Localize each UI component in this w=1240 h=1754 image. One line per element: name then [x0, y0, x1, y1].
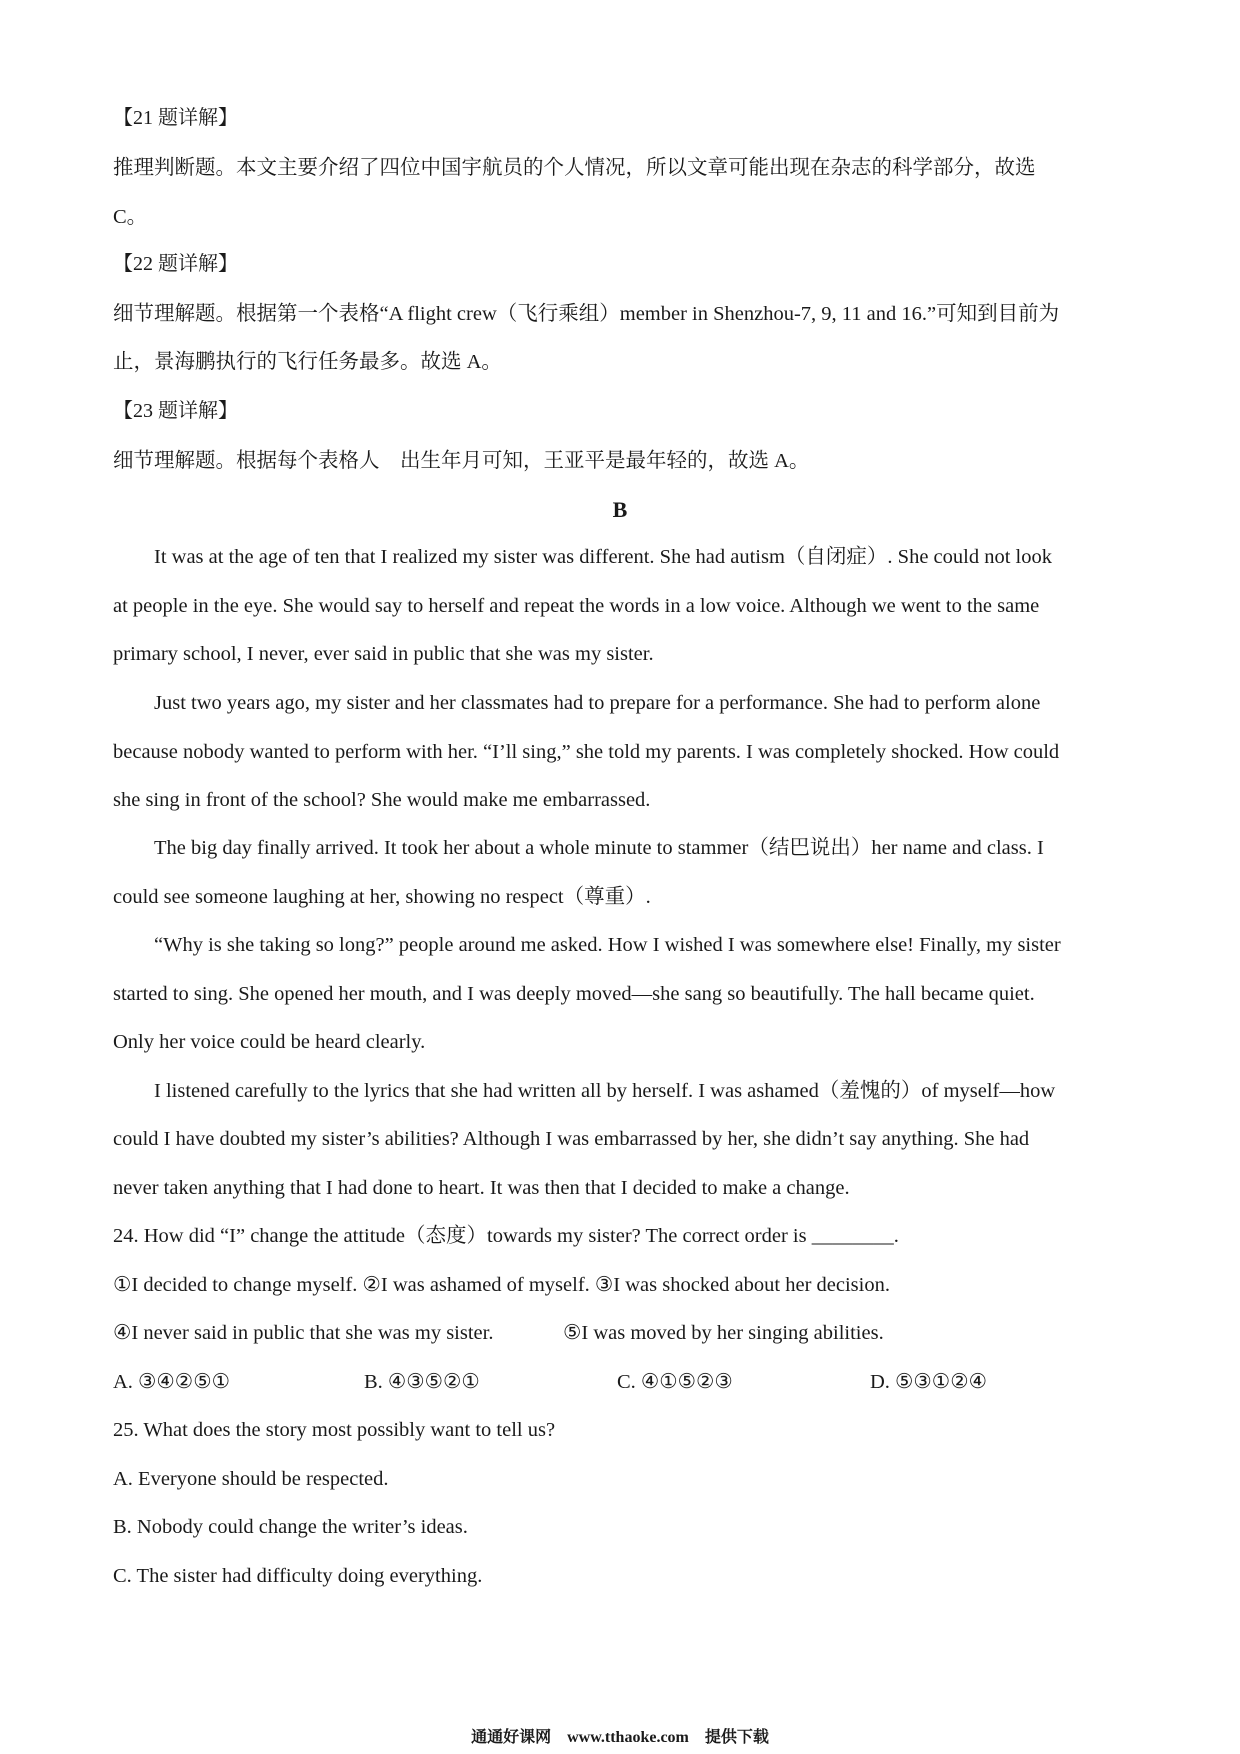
passage-label: B [612, 497, 628, 522]
q25-option-b[interactable]: B. Nobody could change the writer’s ideas. [113, 1516, 468, 1538]
passage-line: at people in the eye. She would say to herself and repeat the words in a low voice. Although we went to the same [113, 595, 1040, 617]
q24-items-line2b: ⑤I was moved by her singing abilities. [563, 1322, 884, 1344]
passage-line: It was at the age of ten that I realized my sister was different. She had autism（自闭症）. She could not look [154, 546, 1052, 568]
q22-explanation-line2: 止，景海鹏执行的飞行任务最多。故选 A。 [113, 351, 502, 373]
q24-option-c[interactable]: C. ④①⑤②③ [617, 1371, 733, 1393]
passage-line: never taken anything that I had done to heart. It was then that I decided to make a change. [113, 1177, 850, 1199]
passage-line: I listened carefully to the lyrics that she had written all by herself. I was ashamed（羞愧的）of myself—how [154, 1080, 1056, 1102]
passage-line: Just two years ago, my sister and her classmates had to prepare for a performance. She had to perform alone [154, 692, 1041, 714]
q23-heading: 【23 题详解】 [113, 400, 238, 422]
passage-line: “Why is she taking so long?” people around me asked. How I wished I was somewhere else! Finally, my sister [154, 934, 1061, 956]
passage-line: primary school, I never, ever said in public that she was my sister. [113, 643, 654, 665]
page-footer: 通通好课网 www.tthaoke.com 提供下载 [471, 1729, 769, 1746]
q24-option-a[interactable]: A. ③④②⑤① [113, 1371, 230, 1393]
q25-stem: 25. What does the story most possibly want to tell us? [113, 1419, 556, 1441]
q23-explanation-line1: 细节理解题。根据每个表格人 出生年月可知，王亚平是最年轻的，故选 A。 [113, 450, 810, 472]
q21-explanation-line1: 推理判断题。本文主要介绍了四位中国宇航员的个人情况，所以文章可能出现在杂志的科学部分，故选 [113, 157, 1036, 179]
q24-items-line2a: ④I never said in public that she was my sister. [113, 1322, 494, 1344]
q24-option-d[interactable]: D. ⑤③①②④ [870, 1371, 987, 1393]
q24-option-b[interactable]: B. ④③⑤②① [364, 1371, 480, 1393]
q25-option-c[interactable]: C. The sister had difficulty doing everything. [113, 1565, 483, 1587]
q22-explanation-line1: 细节理解题。根据第一个表格“A flight crew（飞行乘组）member in Shenzhou-7, 9, 11 and 16.”可知到目前为 [113, 303, 1060, 325]
q21-heading: 【21 题详解】 [113, 107, 238, 129]
q24-items-line1: ①I decided to change myself. ②I was ashamed of myself. ③I was shocked about her decision. [113, 1274, 890, 1296]
q22-heading: 【22 题详解】 [113, 253, 238, 275]
passage-line: because nobody wanted to perform with her. “I’ll sing,” she told my parents. I was completely shocked. How could [113, 741, 1060, 763]
q21-explanation-line2: C。 [113, 206, 148, 228]
q25-option-a[interactable]: A. Everyone should be respected. [113, 1468, 389, 1490]
passage-line: she sing in front of the school? She would make me embarrassed. [113, 789, 651, 811]
q24-stem: 24. How did “I” change the attitude（态度）towards my sister? The correct order is ________. [113, 1225, 899, 1247]
passage-line: could I have doubted my sister’s abilities? Although I was embarrassed by her, she didn’t say anything. She had [113, 1128, 1030, 1150]
passage-line: could see someone laughing at her, showing no respect（尊重）. [113, 886, 651, 908]
passage-line: Only her voice could be heard clearly. [113, 1031, 426, 1053]
passage-line: started to sing. She opened her mouth, and I was deeply moved—she sang so beautifully. The hall became quiet. [113, 983, 1035, 1005]
passage-line: The big day finally arrived. It took her about a whole minute to stammer（结巴说出）her name and class. I [154, 837, 1044, 859]
